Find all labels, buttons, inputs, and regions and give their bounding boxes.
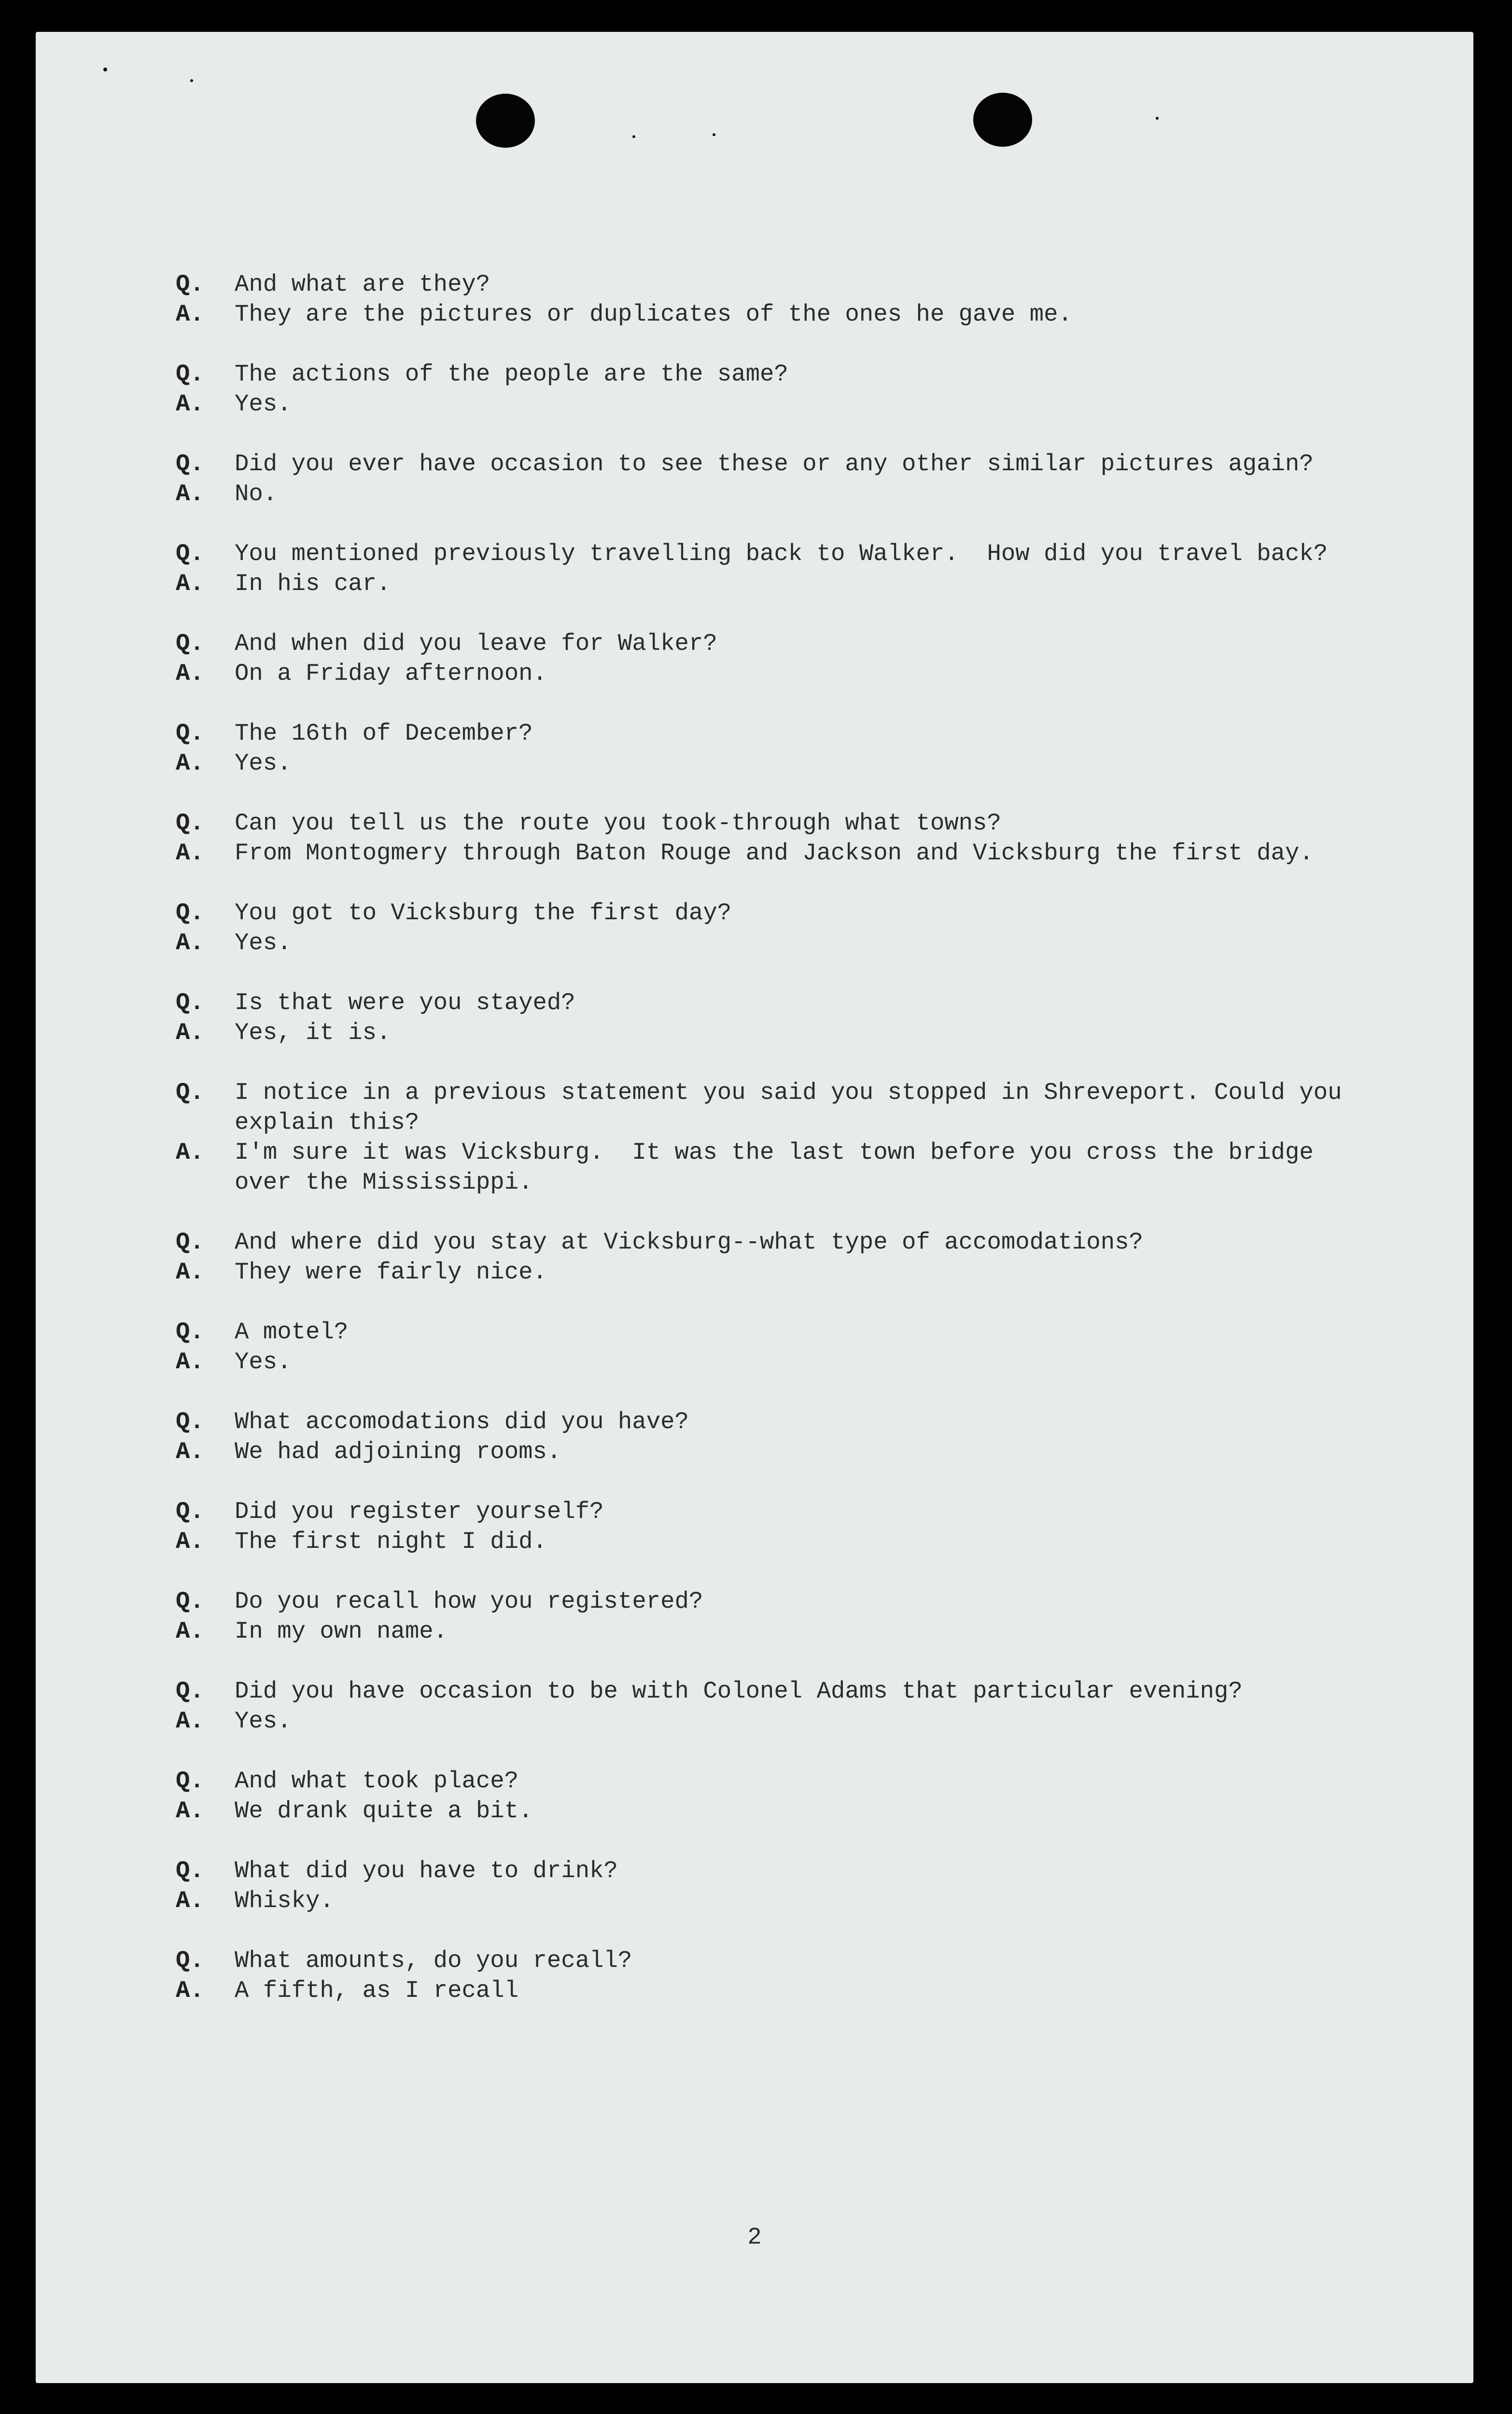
answer-marker: A. — [176, 1528, 204, 1555]
question-marker: Q. — [176, 1079, 204, 1106]
answer-marker: A. — [176, 1618, 204, 1645]
question-line — [176, 449, 1402, 479]
qa-exchange — [176, 808, 1402, 868]
question-text: I notice in a previous statement you said you stopped in Shreveport. Could you explain this? — [235, 1079, 1356, 1136]
qa-exchange — [176, 898, 1402, 958]
question-line — [176, 1317, 1402, 1347]
question-text: What accomodations did you have? — [235, 1408, 689, 1435]
answer-text: In my own name. — [235, 1618, 448, 1645]
question-text: You got to Vicksburg the first day? — [235, 899, 732, 926]
question-text: You mentioned previously travelling back to Walker. How did you travel back? — [235, 540, 1328, 567]
question-line — [176, 1497, 1402, 1527]
answer-line — [176, 569, 1402, 599]
question-line — [176, 269, 1402, 299]
answer-marker: A. — [176, 929, 204, 956]
question-marker: Q. — [176, 630, 204, 657]
question-line — [176, 359, 1402, 389]
question-marker: Q. — [176, 540, 204, 567]
page-number: 2 — [747, 2224, 762, 2251]
qa-exchange — [176, 629, 1402, 688]
question-marker: Q. — [176, 899, 204, 926]
answer-line — [176, 659, 1402, 688]
answer-line — [176, 1437, 1402, 1467]
answer-line — [176, 838, 1402, 868]
answer-text: Yes. — [235, 929, 292, 956]
answer-marker: A. — [176, 1348, 204, 1375]
answer-marker: A. — [176, 1797, 204, 1825]
answer-marker: A. — [176, 391, 204, 418]
question-line — [176, 1227, 1402, 1257]
punch-hole-right — [973, 93, 1032, 147]
question-marker: Q. — [176, 1768, 204, 1795]
qa-exchange — [176, 449, 1402, 509]
answer-marker: A. — [176, 840, 204, 867]
question-marker: Q. — [176, 1319, 204, 1346]
question-text: The actions of the people are the same? — [235, 361, 788, 388]
question-line — [176, 1676, 1402, 1706]
question-marker: Q. — [176, 1678, 204, 1705]
answer-marker: A. — [176, 1019, 204, 1046]
question-line — [176, 1946, 1402, 1976]
answer-line — [176, 928, 1402, 958]
answer-text: Yes. — [235, 1708, 292, 1735]
question-marker: Q. — [176, 720, 204, 747]
question-text: Do you recall how you registered? — [235, 1588, 703, 1615]
answer-marker: A. — [176, 1139, 204, 1166]
question-text: Did you have occasion to be with Colonel Adams that particular evening? — [235, 1678, 1243, 1705]
answer-line — [176, 1137, 1402, 1197]
answer-text: Yes. — [235, 1348, 292, 1375]
question-line — [176, 718, 1402, 748]
answer-marker: A. — [176, 1438, 204, 1465]
ink-speck — [190, 79, 193, 82]
answer-line — [176, 1796, 1402, 1826]
question-text: The 16th of December? — [235, 720, 533, 747]
answer-marker: A. — [176, 1708, 204, 1735]
answer-text: Yes. — [235, 391, 292, 418]
qa-exchange — [176, 1856, 1402, 1916]
answer-marker: A. — [176, 1977, 204, 2004]
ink-speck — [103, 68, 107, 71]
question-marker: Q. — [176, 271, 204, 298]
qa-exchange — [176, 269, 1402, 329]
question-line — [176, 629, 1402, 659]
question-text: Can you tell us the route you took-through what towns? — [235, 810, 1001, 837]
question-marker: Q. — [176, 1947, 204, 1974]
question-line — [176, 898, 1402, 928]
answer-text: In his car. — [235, 570, 391, 597]
answer-line — [176, 1616, 1402, 1646]
qa-exchange — [176, 1078, 1402, 1197]
punch-hole-left — [476, 94, 535, 148]
answer-marker: A. — [176, 750, 204, 777]
qa-exchange — [176, 988, 1402, 1048]
answer-text: Yes. — [235, 750, 292, 777]
question-marker: Q. — [176, 810, 204, 837]
answer-line — [176, 1976, 1402, 2006]
question-marker: Q. — [176, 989, 204, 1016]
question-marker: Q. — [176, 361, 204, 388]
question-marker: Q. — [176, 1857, 204, 1884]
qa-exchange — [176, 1317, 1402, 1377]
qa-exchange — [176, 1227, 1402, 1287]
question-marker: Q. — [176, 1588, 204, 1615]
answer-line — [176, 389, 1402, 419]
ink-speck — [713, 133, 715, 136]
question-line — [176, 1856, 1402, 1886]
answer-text: From Montogmery through Baton Rouge and Jackson and Vicksburg the first day. — [235, 840, 1314, 867]
question-line — [176, 988, 1402, 1018]
answer-text: A fifth, as I recall — [235, 1977, 519, 2004]
question-line — [176, 539, 1402, 569]
document-page — [36, 32, 1473, 2383]
question-line — [176, 808, 1402, 838]
answer-line — [176, 1018, 1402, 1048]
ink-speck — [1156, 117, 1159, 120]
qa-exchange — [176, 539, 1402, 599]
ink-speck — [632, 135, 635, 138]
answer-text: Yes, it is. — [235, 1019, 391, 1046]
question-marker: Q. — [176, 450, 204, 477]
question-text: What did you have to drink? — [235, 1857, 618, 1884]
question-line — [176, 1407, 1402, 1437]
answer-line — [176, 299, 1402, 329]
qa-exchange — [176, 359, 1402, 419]
question-line — [176, 1586, 1402, 1616]
question-text: And what are they? — [235, 271, 490, 298]
qa-exchange — [176, 1586, 1402, 1646]
answer-text: I'm sure it was Vicksburg. It was the last town before you cross the bridge over the Mississippi. — [235, 1139, 1328, 1196]
answer-line — [176, 1347, 1402, 1377]
question-marker: Q. — [176, 1229, 204, 1256]
question-marker: Q. — [176, 1408, 204, 1435]
qa-exchange — [176, 1676, 1402, 1736]
answer-text: They are the pictures or duplicates of the ones he gave me. — [235, 301, 1072, 328]
answer-marker: A. — [176, 480, 204, 507]
question-line — [176, 1766, 1402, 1796]
question-text: And where did you stay at Vicksburg--what type of accomodations? — [235, 1229, 1143, 1256]
answer-text: The first night I did. — [235, 1528, 547, 1555]
answer-text: On a Friday afternoon. — [235, 660, 547, 687]
qa-exchange — [176, 1766, 1402, 1826]
answer-line — [176, 1886, 1402, 1916]
answer-marker: A. — [176, 1259, 204, 1286]
qa-exchange — [176, 1946, 1402, 2006]
qa-exchange — [176, 1497, 1402, 1557]
transcript-body — [176, 269, 1402, 2035]
answer-line — [176, 748, 1402, 778]
qa-exchange — [176, 1407, 1402, 1467]
question-text: Did you register yourself? — [235, 1498, 604, 1525]
answer-line — [176, 1257, 1402, 1287]
question-text: And what took place? — [235, 1768, 519, 1795]
answer-line — [176, 1527, 1402, 1557]
question-text: Did you ever have occasion to see these or any other similar pictures again? — [235, 450, 1314, 477]
question-line — [176, 1078, 1402, 1137]
answer-line — [176, 1706, 1402, 1736]
answer-text: We drank quite a bit. — [235, 1797, 533, 1825]
qa-exchange — [176, 718, 1402, 778]
answer-line — [176, 479, 1402, 509]
question-marker: Q. — [176, 1498, 204, 1525]
question-text: What amounts, do you recall? — [235, 1947, 632, 1974]
question-text: A motel? — [235, 1319, 349, 1346]
answer-text: We had adjoining rooms. — [235, 1438, 561, 1465]
answer-text: No. — [235, 480, 278, 507]
answer-marker: A. — [176, 570, 204, 597]
question-text: Is that were you stayed? — [235, 989, 575, 1016]
answer-marker: A. — [176, 1887, 204, 1914]
answer-text: Whisky. — [235, 1887, 334, 1914]
question-text: And when did you leave for Walker? — [235, 630, 717, 657]
answer-marker: A. — [176, 301, 204, 328]
answer-marker: A. — [176, 660, 204, 687]
answer-text: They were fairly nice. — [235, 1259, 547, 1286]
